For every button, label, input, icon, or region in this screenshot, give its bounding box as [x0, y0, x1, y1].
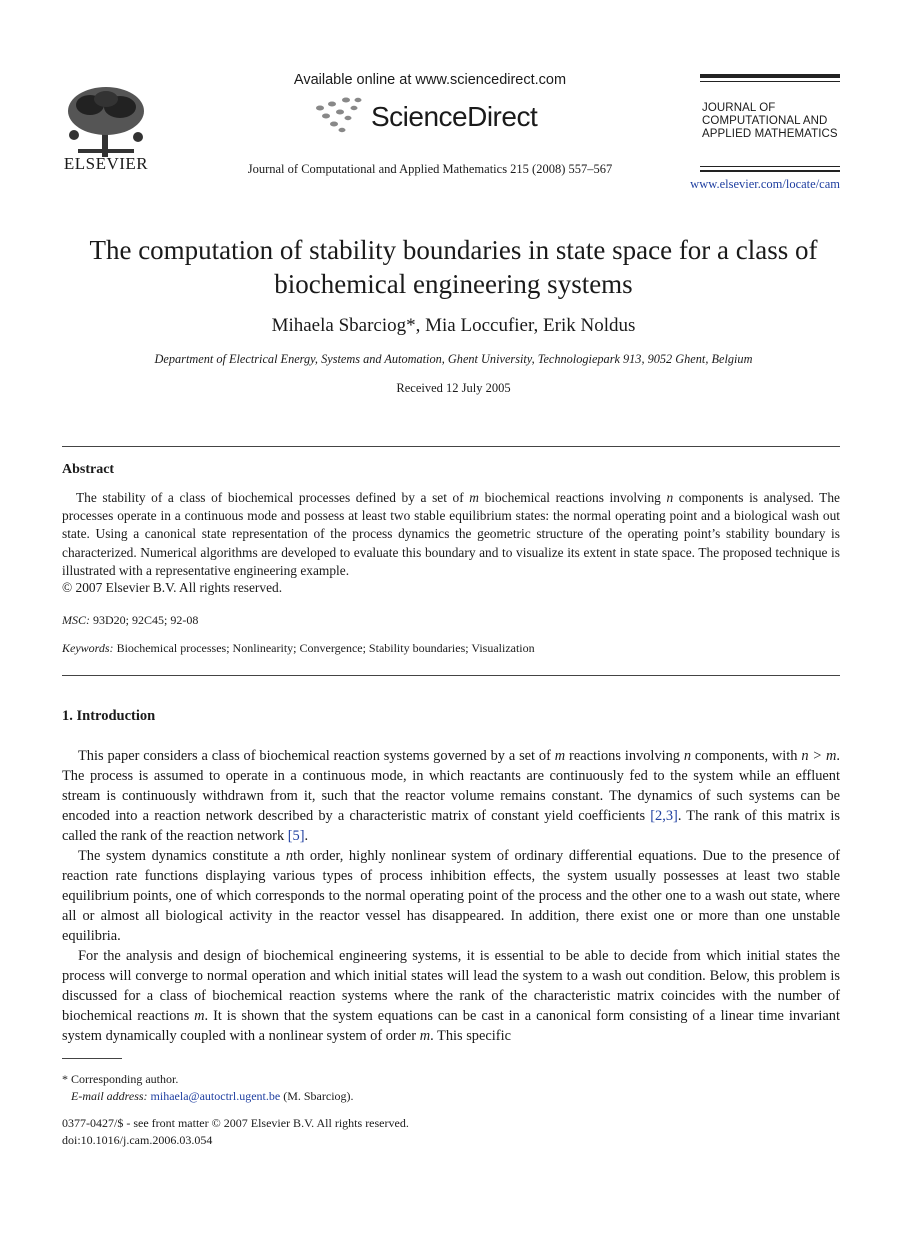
- journal-url-link[interactable]: www.elsevier.com/locate/cam: [690, 177, 840, 191]
- text: biochemical reactions involving: [478, 490, 667, 505]
- msc-value: 93D20; 92C45; 92-08: [90, 613, 199, 627]
- msc-label: MSC:: [62, 613, 90, 627]
- affiliation: Department of Electrical Energy, Systems and Automation, Ghent University, Technologiepark 913, 9052 Ghent, Belgium: [154, 352, 753, 366]
- math-var: n: [666, 490, 674, 505]
- issn-line: 0377-0427/$ - see front matter © 2007 Elsevier B.V. All rights reserved.: [62, 1116, 409, 1130]
- introduction-body: [62, 746, 840, 1046]
- journal-name-line: COMPUTATIONAL AND: [702, 115, 828, 127]
- abstract-copyright: © 2007 Elsevier B.V. All rights reserved.: [62, 580, 283, 595]
- citation-link[interactable]: [2,3]: [650, 808, 678, 824]
- text: . This specific: [430, 1028, 511, 1044]
- doi-line[interactable]: doi:10.1016/j.cam.2006.03.054: [62, 1133, 213, 1147]
- text: components is analysed. The processes operate in a continuous mode and possess at least two stable equilibrium states: the normal operating point and a biological wash out state. Using a canonical state representation of the process dynamics the geometric structure of the operating point’s stability boundary is characterized. Numerical algorithms are developed to evaluate this boundary and to visualize its extent in state space. The proposed technique is illustrated with a representative engineering example.: [62, 490, 840, 578]
- journal-citation: Journal of Computational and Applied Mathematics 215 (2008) 557–567: [247, 162, 613, 176]
- divider: [62, 446, 840, 447]
- paragraph: [62, 846, 840, 946]
- math-var: n: [683, 748, 692, 764]
- journal-name-line: JOURNAL OF: [702, 102, 776, 114]
- journal-rule: [700, 81, 840, 82]
- elsevier-wordmark: ELSEVIER: [63, 154, 149, 173]
- math-var: m: [194, 1008, 205, 1024]
- text: This paper considers a class of biochemical reaction systems governed by a set of: [78, 748, 555, 764]
- email-suffix: (M. Sbarciog).: [280, 1089, 354, 1103]
- available-online-text[interactable]: Available online at www.sciencedirect.com: [293, 72, 567, 88]
- article-title: The computation of stability boundaries in state space for a class of biochemical engineering systems: [89, 235, 818, 299]
- text: . It is shown that the system equations can be cast in a canonical form consisting of a linear time invariant system dynamically coupled with a nonlinear system of order: [62, 1008, 840, 1044]
- journal-name-line: APPLIED MATHEMATICS: [702, 128, 838, 140]
- received-date: Received 12 July 2005: [396, 381, 511, 395]
- abstract-body: [62, 489, 840, 580]
- math-var: m: [554, 748, 566, 764]
- math-var: m: [469, 490, 479, 505]
- author-list: Mihaela Sbarciog*, Mia Loccufier, Erik Noldus: [271, 315, 636, 336]
- text: reactions involving: [565, 748, 684, 764]
- journal-rule: [700, 74, 840, 78]
- math-var: n: [285, 848, 294, 864]
- msc-codes: [62, 613, 198, 628]
- text: th order, highly nonlinear system of ordinary differential equations. Due to the presence of reaction rate functions displaying various types of process inhibition effects, the system usually possesses at least two stable equilibrium points, one of which corresponds to the normal operating point of the process and the other one to a wash out state, where all or almost all biological activity in the reactor vessel has disappeared. In addition, there exist one or more than one unstable equilibria.: [62, 848, 840, 944]
- text: .: [304, 828, 309, 844]
- abstract-paragraph: [62, 489, 840, 580]
- divider: [62, 675, 840, 676]
- keywords-label: Keywords:: [62, 641, 114, 655]
- text: For the analysis and design of biochemical engineering systems, it is essential to be able to decide from which initial states the process will converge to normal operation and which initial states will lead the system to a wash out condition. Below, this problem is discussed for a class of biochemical reaction systems where the rank of the characteristic matrix coincides with the number of biochemical reactions: [62, 948, 840, 1024]
- journal-name: [702, 102, 842, 141]
- email-label: E-mail address:: [71, 1089, 148, 1103]
- abstract-heading: Abstract: [62, 462, 115, 477]
- citation-link[interactable]: [5]: [287, 828, 305, 844]
- keywords-value: Biochemical processes; Nonlinearity; Convergence; Stability boundaries; Visualization: [113, 641, 535, 655]
- footnote-rule: [62, 1058, 122, 1059]
- keywords: [62, 641, 535, 656]
- journal-rule: [700, 166, 840, 167]
- text: The system dynamics constitute a: [78, 848, 286, 864]
- sciencedirect-wordmark: ScienceDirect: [371, 101, 538, 132]
- sciencedirect-dots-icon: [312, 96, 372, 136]
- corresponding-author-note: * Corresponding author.: [62, 1072, 179, 1086]
- section-heading: 1. Introduction: [62, 708, 156, 724]
- email-note: [62, 1089, 354, 1104]
- text: . The rank of this matrix is called the rank of the reaction network: [62, 808, 841, 844]
- email-link[interactable]: mihaela@autoctrl.ugent.be: [150, 1089, 281, 1103]
- text: The stability of a class of biochemical processes defined by a set of: [76, 490, 470, 505]
- math-expr: n > m: [801, 748, 837, 764]
- journal-rule: [700, 170, 840, 172]
- paragraph: [62, 946, 840, 1046]
- paragraph: [62, 746, 840, 846]
- text: components, with: [691, 748, 802, 764]
- text: . The process is assumed to operate in a continuous mode, in which reactants are continuously fed to the system while an effluent stream is continuously withdrawn from it, such that the reactor volume remains constant. The dynamics of such systems can be encoded into a reaction network described by a characteristic matrix of constant yield coefficients: [62, 748, 840, 824]
- math-var: m: [419, 1028, 431, 1044]
